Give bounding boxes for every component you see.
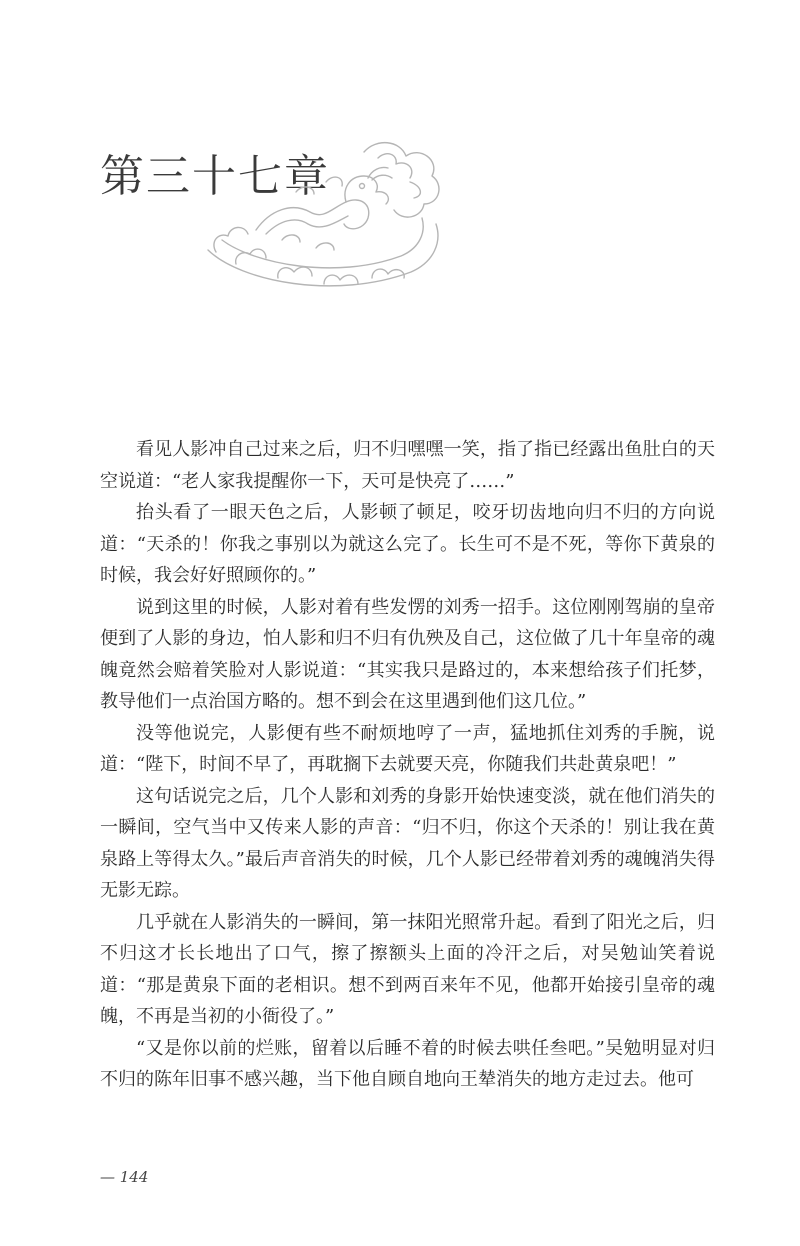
paragraph: 说到这里的时候，人影对着有些发愣的刘秀一招手。这位刚刚驾崩的皇帝便到了人影的身边，怕人影和归不归有仇殃及自己，这位做了几十年皇帝的魂魄竟然会赔着笑脸对人影说道：“其实我只是路过的，本来想给孩子们托梦，教导他们一点治国方略的。想不到会在这里遇到他们这几位。” [100, 596, 715, 712]
page-number: — 144 [100, 1168, 149, 1186]
chapter-body [100, 434, 715, 1096]
paragraph: 看见人影冲自己过来之后，归不归嘿嘿一笑，指了指已经露出鱼肚白的天空说道：“老人家我提醒你一下，天可是快亮了……” [100, 439, 715, 492]
paragraph: 抬头看了一眼天色之后，人影顿了顿足，咬牙切齿地向归不归的方向说道：“天杀的！你我之事别以为就这么完了。长生可不是不死，等你下黄泉的时候，我会好好照顾你的。” [100, 502, 715, 586]
paragraph: “又是你以前的烂账，留着以后睡不着的时候去哄任叁吧。”吴勉明显对归不归的陈年旧事不感兴趣，当下他自顾自地向王辇消失的地方走过去。他可 [100, 1037, 715, 1090]
cloud-dragon-ornament-icon [196, 132, 446, 297]
paragraph: 这句话说完之后，几个人影和刘秀的身影开始快速变淡，就在他们消失的一瞬间，空气当中又传来人影的声音：“归不归，你这个天杀的！别让我在黄泉路上等得太久。”最后声音消失的时候，几个人影已经带着刘秀的魂魄消失得无影无踪。 [100, 785, 715, 901]
paragraph: 几乎就在人影消失的一瞬间，第一抹阳光照常升起。看到了阳光之后，归不归这才长长地出了口气，擦了擦额头上面的冷汗之后，对吴勉讪笑着说道：“那是黄泉下面的老相识。想不到两百来年不见，他都开始接引皇帝的魂魄，不再是当初的小衙役了。” [100, 911, 715, 1027]
chapter-title: 第三十七章 [100, 151, 330, 202]
paragraph: 没等他说完，人影便有些不耐烦地哼了一声，猛地抓住刘秀的手腕，说道：“陛下，时间不早了，再耽搁下去就要天亮，你随我们共赴黄泉吧！” [100, 722, 715, 775]
